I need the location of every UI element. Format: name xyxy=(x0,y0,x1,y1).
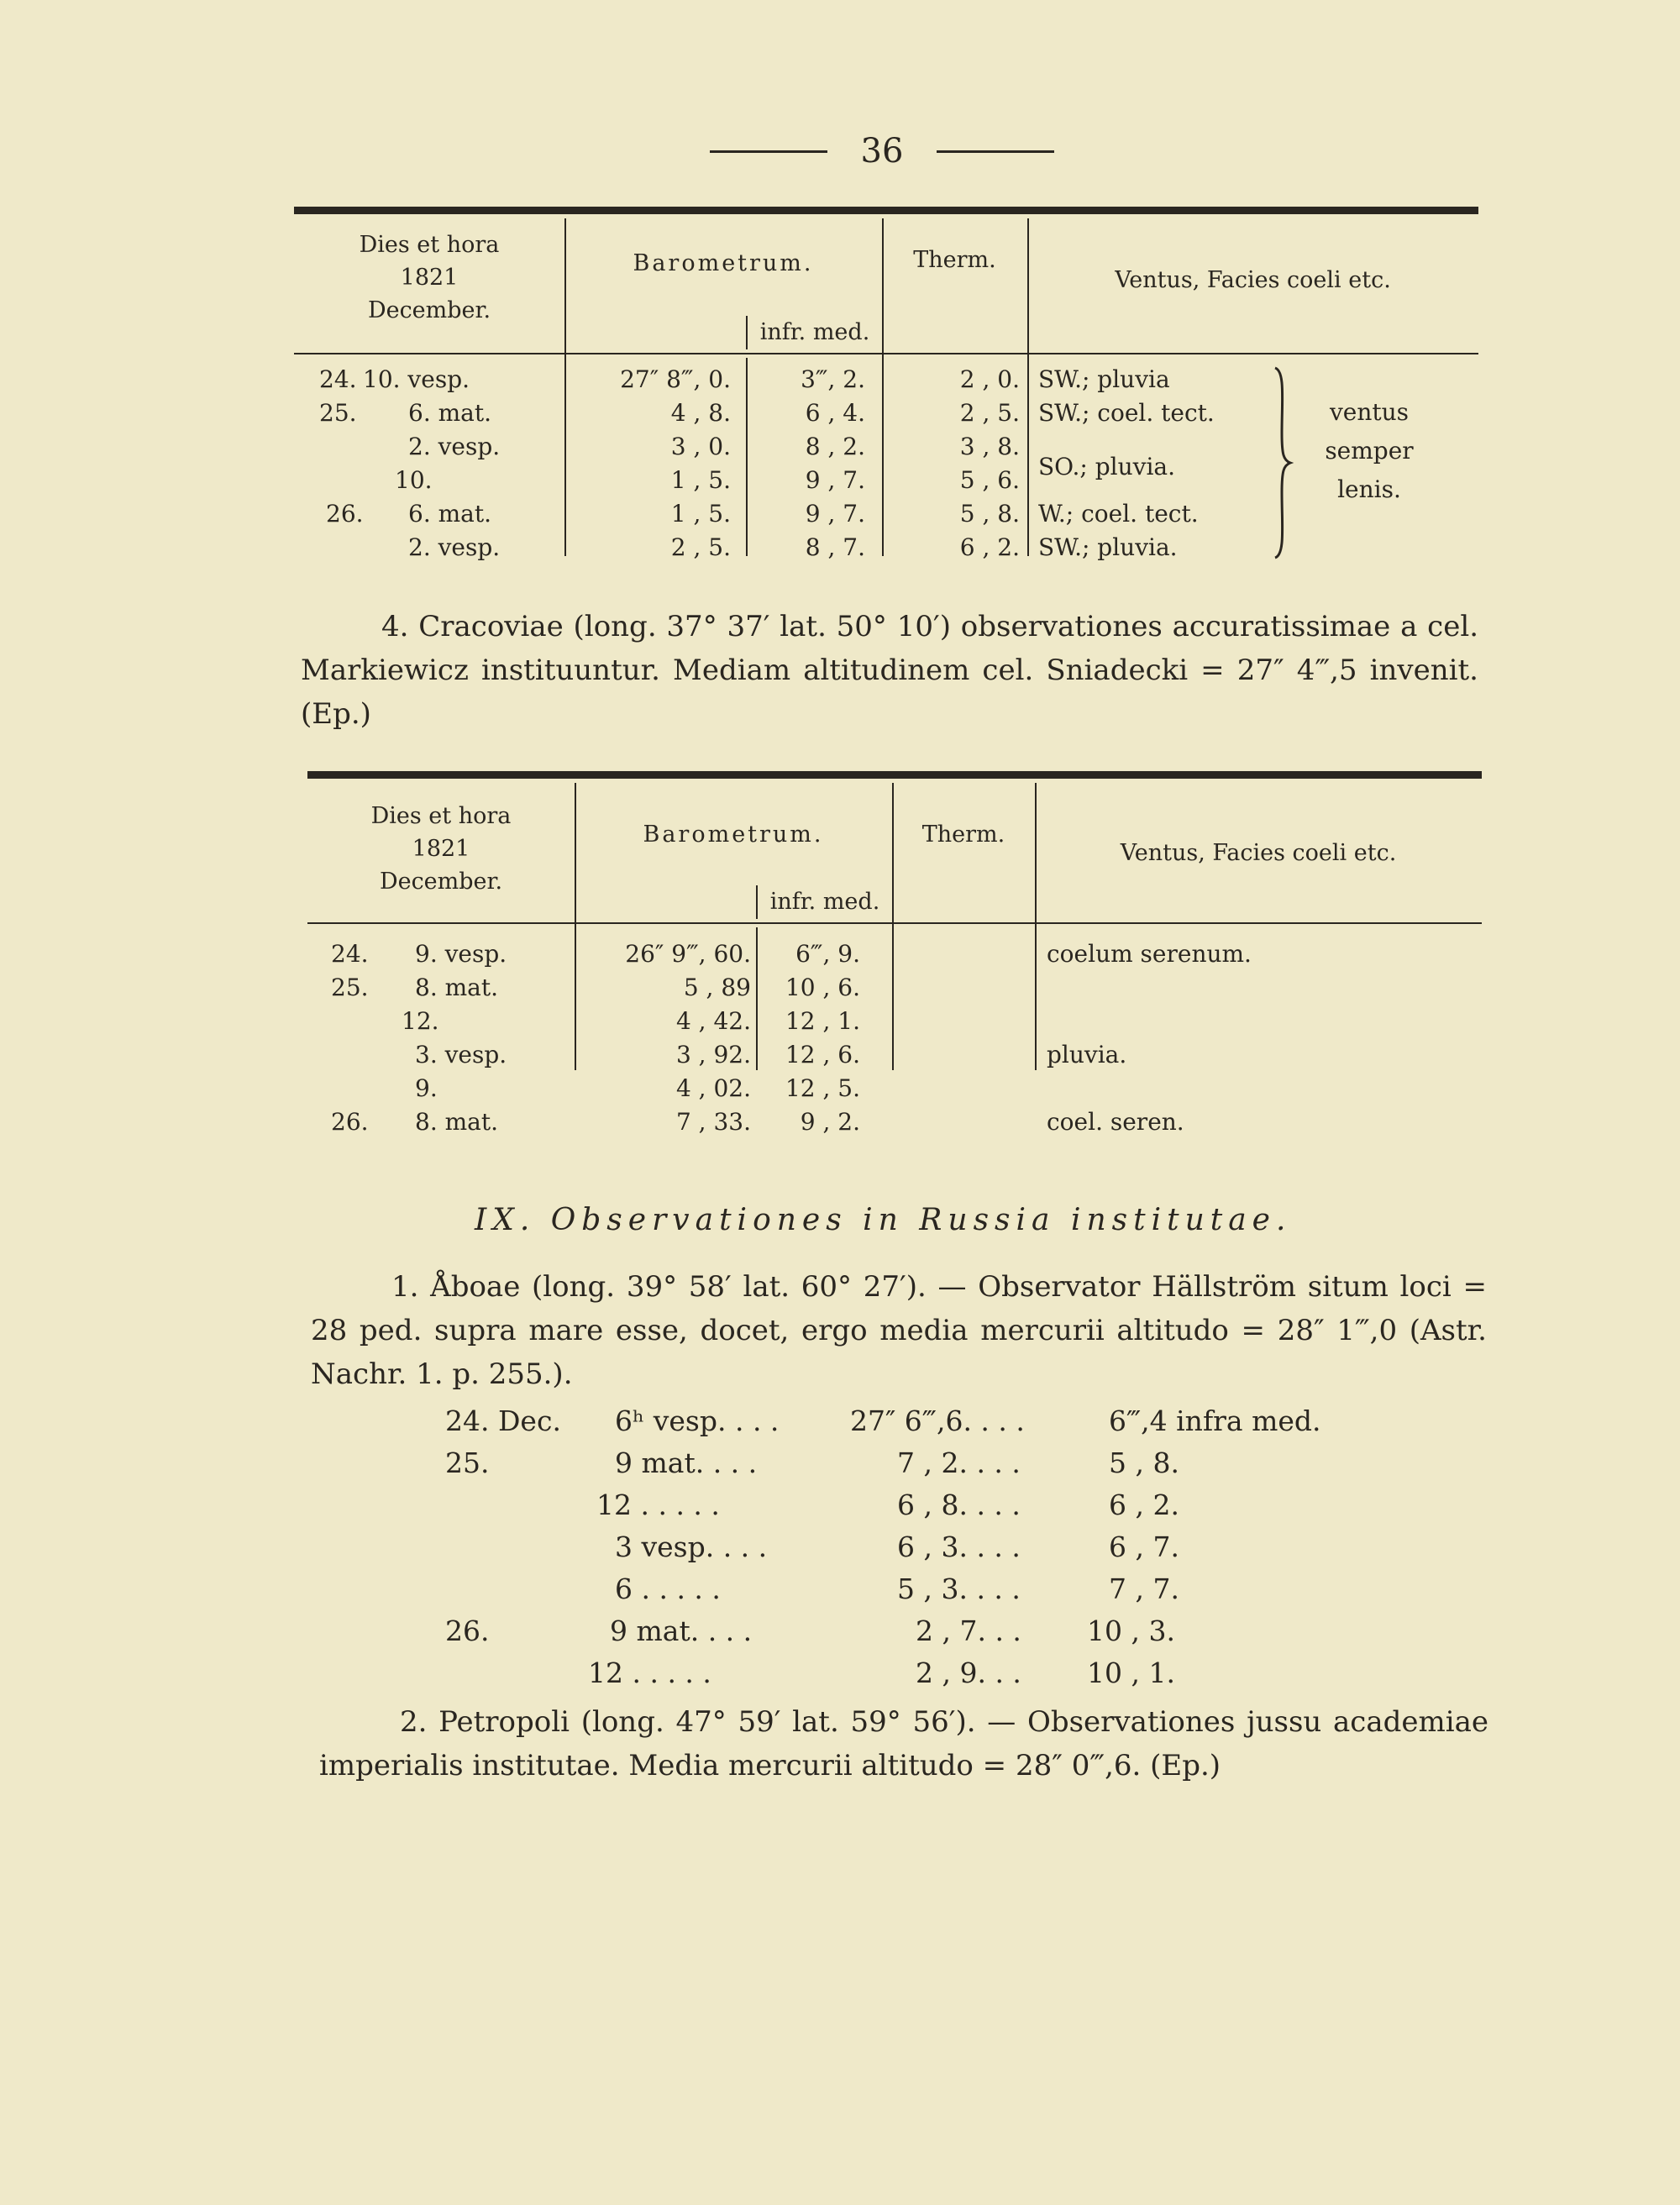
table-row xyxy=(307,937,1482,971)
header-therm: Therm. xyxy=(921,822,1005,848)
obs-barometer: 5 , 3. . . . xyxy=(897,1572,1021,1605)
cell-hour: 8. mat. xyxy=(415,1108,499,1136)
cell-infra: 8 , 2. xyxy=(805,433,865,460)
header-rule xyxy=(307,922,1482,924)
table-row xyxy=(307,1005,1482,1038)
header-dies xyxy=(307,800,575,898)
header-dies-line2: 1821 xyxy=(400,265,459,291)
cell-barometer: 26″ 9‴, 60. xyxy=(625,940,751,968)
brace-note-line: semper xyxy=(1325,437,1414,465)
weather-table-1 xyxy=(294,207,1478,568)
obs-barometer: 27″ 6‴,6. . . . xyxy=(850,1404,1025,1437)
cell-therm: 2 , 5. xyxy=(959,399,1020,427)
cell-barometer: 2 , 5. xyxy=(670,533,731,561)
table-row xyxy=(294,396,1478,430)
cell-hour: 10. vesp. xyxy=(363,365,470,393)
cell-barometer: 3 , 0. xyxy=(670,433,731,460)
table-row xyxy=(294,497,1478,531)
cell-ventus: coel. seren. xyxy=(1047,1108,1184,1136)
cell-therm: 5 , 6. xyxy=(959,466,1020,494)
cell-infra: 9 , 2. xyxy=(800,1108,860,1136)
cell-ventus: pluvia. xyxy=(1047,1041,1127,1068)
cell-hour: 6. mat. xyxy=(408,500,492,528)
obs-infra: 5 , 8. xyxy=(1109,1446,1179,1479)
obs-barometer: 6 , 3. . . . xyxy=(897,1530,1021,1563)
cell-barometer: 5 , 89 xyxy=(683,974,751,1001)
cell-barometer: 27″ 8‴, 0. xyxy=(620,365,731,393)
obs-infra: 7 , 7. xyxy=(1109,1572,1179,1605)
cell-infra: 12 , 5. xyxy=(785,1074,860,1102)
cracow-paragraph: 4. Cracoviae (long. 37° 37′ lat. 50° 10′) observationes accuratissimae a cel. Markiewicz instituuntur. Mediam altitudinem cel. Sniadecki = 27″ 4‴,5 invenit. (Ep.) xyxy=(301,610,1478,731)
table-top-rule xyxy=(294,207,1478,214)
table-row xyxy=(294,453,1478,497)
cell-day: 25. xyxy=(331,974,369,1001)
header-dies-line2: 1821 xyxy=(412,836,470,863)
obs-hour: 6 . . . . . xyxy=(615,1572,721,1605)
cell-hour: 8. mat. xyxy=(415,974,499,1001)
aboae-paragraph: 1. Åboae (long. 39° 58′ lat. 60° 27′). — Observator Hällström situm loci = 28 ped. supra mare esse, docet, ergo media mercurii altitudo = 28″ 1‴,0 (Astr. Nachr. 1. p. 255.). xyxy=(311,1270,1487,1391)
cell-hour: 9. vesp. xyxy=(415,940,507,968)
obs-infra: 6‴,4 infra med. xyxy=(1109,1404,1321,1437)
cell-barometer: 7 , 33. xyxy=(675,1108,751,1136)
header-ventus: Ventus, Facies coeli etc. xyxy=(1120,840,1397,866)
table-row xyxy=(307,1105,1482,1139)
observation-list xyxy=(0,1399,1680,1702)
obs-barometer: 6 , 8. . . . xyxy=(897,1488,1021,1521)
cell-ventus: W.; coel. tect. xyxy=(1038,500,1199,528)
brace-note-line: lenis. xyxy=(1337,475,1401,503)
cell-infra: 12 , 1. xyxy=(785,1007,860,1035)
obs-hour: 12 . . . . . xyxy=(588,1656,711,1689)
cell-infra: 8 , 7. xyxy=(805,533,865,561)
obs-infra: 6 , 7. xyxy=(1109,1530,1179,1563)
obs-day: 24. Dec. xyxy=(445,1404,561,1437)
cell-hour: 12. xyxy=(402,1007,439,1035)
cell-infra: 3‴, 2. xyxy=(801,365,865,393)
weather-table-2 xyxy=(307,771,1482,1141)
cell-ventus: coelum serenum. xyxy=(1047,940,1252,968)
cell-infra: 9 , 7. xyxy=(805,500,865,528)
header-dies xyxy=(294,228,564,327)
header-ventus: Ventus, Facies coeli etc. xyxy=(1115,267,1391,293)
header-therm: Therm. xyxy=(913,247,996,273)
header-barometrum: Barometrum. xyxy=(633,250,814,276)
table-row xyxy=(294,430,1478,464)
cell-hour: 10. xyxy=(395,466,433,494)
petropoli-paragraph: 2. Petropoli (long. 47° 59′ lat. 59° 56′). — Observationes jussu academiae imperialis institutae. Media mercurii altitudo = 28″ 0‴,6. (Ep.) xyxy=(319,1705,1488,1782)
obs-hour: 6ʰ vesp. . . . xyxy=(615,1404,780,1437)
cell-hour: 9. xyxy=(415,1074,438,1102)
obs-infra: 10 , 1. xyxy=(1087,1656,1175,1689)
cell-day: 26. xyxy=(331,1108,369,1136)
cell-barometer: 4 , 42. xyxy=(675,1007,751,1035)
curly-brace-icon xyxy=(1268,366,1294,559)
cell-barometer: 1 , 5. xyxy=(670,466,731,494)
brace-note xyxy=(1302,393,1436,509)
table-row xyxy=(307,1038,1482,1072)
cell-therm: 3 , 8. xyxy=(959,433,1020,460)
cell-therm: 5 , 8. xyxy=(959,500,1020,528)
cell-hour: 2. vesp. xyxy=(408,533,501,561)
table-row xyxy=(294,531,1478,564)
cell-ventus: SO.; pluvia. xyxy=(1038,453,1176,480)
table-row xyxy=(294,363,1478,396)
table-top-rule xyxy=(307,771,1482,779)
cell-barometer: 1 , 5. xyxy=(670,500,731,528)
obs-hour: 9 mat. . . . xyxy=(615,1446,758,1479)
header-dies-line1: Dies et hora xyxy=(370,803,512,829)
table-row xyxy=(307,1072,1482,1105)
cell-hour: 6. mat. xyxy=(408,399,492,427)
section-heading: IX. Observationes in Russia institutae. xyxy=(475,1203,1292,1237)
cell-ventus: SW.; pluvia. xyxy=(1038,533,1178,561)
obs-barometer: 2 , 7. . . xyxy=(916,1614,1021,1647)
cell-day: 24. xyxy=(319,365,357,393)
obs-hour: 9 mat. . . . xyxy=(610,1614,753,1647)
header-barometrum: Barometrum. xyxy=(643,822,824,848)
header-infra: infr. med. xyxy=(769,889,880,915)
cell-infra: 6 , 4. xyxy=(805,399,865,427)
brace-note-line: ventus xyxy=(1329,398,1410,426)
header-infra: infr. med. xyxy=(759,319,870,345)
rule-right xyxy=(937,150,1054,153)
obs-barometer: 2 , 9. . . xyxy=(916,1656,1021,1689)
cell-day: 26. xyxy=(326,500,364,528)
cell-hour: 2. vesp. xyxy=(408,433,501,460)
cell-barometer: 3 , 92. xyxy=(675,1041,751,1068)
obs-hour: 3 vesp. . . . xyxy=(615,1530,768,1563)
cell-ventus: SW.; pluvia xyxy=(1038,365,1170,393)
cell-ventus: SW.; coel. tect. xyxy=(1038,399,1215,427)
cell-infra: 12 , 6. xyxy=(785,1041,860,1068)
cell-infra: 6‴, 9. xyxy=(795,940,860,968)
cell-day: 25. xyxy=(319,399,357,427)
cell-therm: 6 , 2. xyxy=(959,533,1020,561)
header-rule xyxy=(294,353,1478,354)
obs-day: 26. xyxy=(445,1614,490,1647)
obs-hour: 12 . . . . . xyxy=(596,1488,720,1521)
rule-left xyxy=(710,150,827,153)
obs-barometer: 7 , 2. . . . xyxy=(897,1446,1021,1479)
obs-infra: 10 , 3. xyxy=(1087,1614,1175,1647)
table-row xyxy=(307,971,1482,1005)
cell-day: 24. xyxy=(331,940,369,968)
cell-barometer: 4 , 02. xyxy=(675,1074,751,1102)
cell-hour: 3. vesp. xyxy=(415,1041,507,1068)
cell-infra: 9 , 7. xyxy=(805,466,865,494)
header-dies-line3: December. xyxy=(367,297,491,324)
obs-day: 25. xyxy=(445,1446,490,1479)
cell-barometer: 4 , 8. xyxy=(670,399,731,427)
cell-infra: 10 , 6. xyxy=(785,974,860,1001)
header-dies-line1: Dies et hora xyxy=(359,232,500,258)
obs-infra: 6 , 2. xyxy=(1109,1488,1179,1521)
header-dies-line3: December. xyxy=(379,869,503,895)
page-number: 36 xyxy=(697,126,1067,176)
cell-therm: 2 , 0. xyxy=(959,365,1020,393)
